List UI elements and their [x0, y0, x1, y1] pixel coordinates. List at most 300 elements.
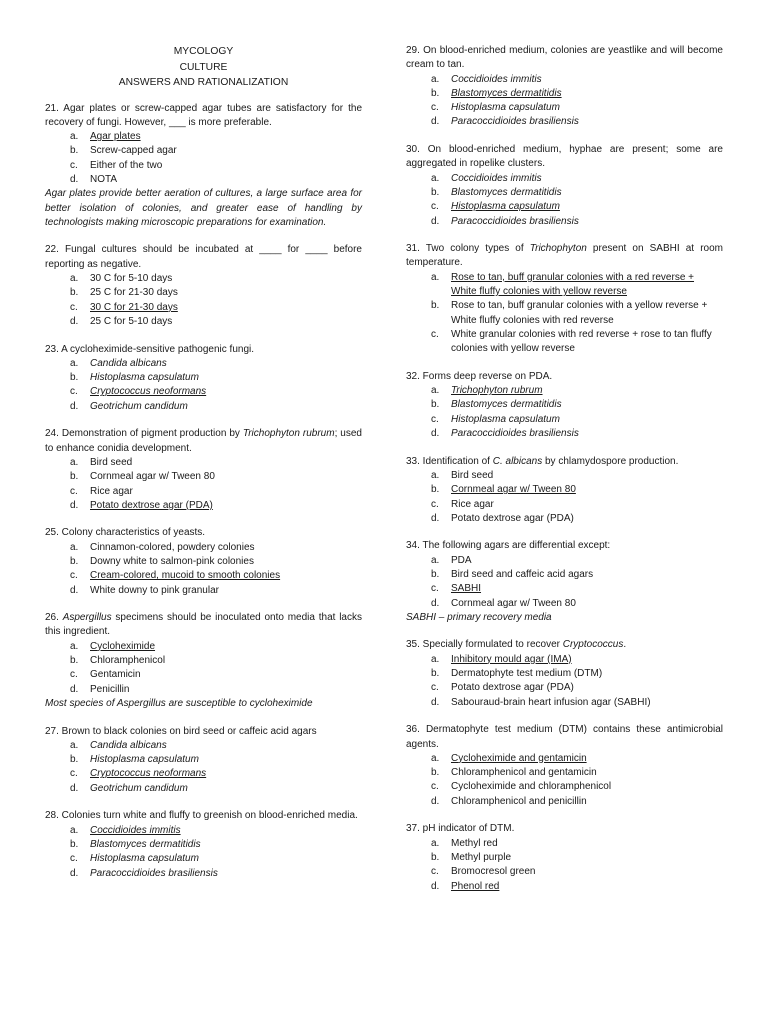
option-text: Histoplasma capsulatum — [90, 372, 199, 384]
question-stem — [406, 455, 723, 469]
option-text: Screw-capped agar — [90, 145, 177, 157]
stem-text: Aspergillus — [62, 612, 112, 624]
option-letter: a. — [431, 385, 440, 397]
option-letter: a. — [70, 273, 79, 285]
option-letter: a. — [70, 541, 79, 553]
option-letter: b. — [70, 655, 79, 667]
stem-text: 36. Dermatophyte test medium (DTM) contains these antimicrobial agents. — [406, 724, 723, 750]
option-letter: c. — [70, 669, 78, 681]
option-letter: a. — [431, 752, 440, 764]
answer-option — [406, 865, 723, 879]
question-block — [406, 143, 723, 229]
answer-option — [406, 427, 723, 441]
answer-option — [45, 640, 362, 654]
option-letter: b. — [70, 754, 79, 766]
answer-option — [406, 384, 723, 398]
option-list — [406, 554, 723, 611]
answer-option — [45, 753, 362, 767]
question-stem — [406, 723, 723, 752]
option-list — [45, 824, 362, 881]
stem-text: present on SABHI at room temperature. — [406, 243, 723, 269]
answer-option — [406, 328, 723, 357]
answer-option — [406, 597, 723, 611]
stem-text: . — [623, 639, 627, 651]
answer-option — [406, 101, 723, 115]
question-block — [406, 539, 723, 625]
answer-option — [406, 469, 723, 483]
answer-underline: Coccidioides immitis — [90, 824, 181, 836]
answer-underline: Cycloheximide — [90, 640, 156, 652]
stem-text: 32. Forms deep reverse on PDA. — [406, 370, 553, 382]
option-text: Paracoccidioides brasiliensis — [451, 428, 579, 440]
answer-option — [406, 653, 723, 667]
option-letter: b. — [431, 568, 440, 580]
question-stem — [45, 526, 362, 540]
option-letter: b. — [431, 668, 440, 680]
stem-text: 29. On blood-enriched medium, colonies are yeastlike and will become cream to tan. — [406, 45, 723, 71]
option-list — [45, 640, 362, 697]
question-stem — [406, 242, 723, 271]
option-text: Rice agar — [451, 498, 494, 510]
answer-underline: Blastomyces dermatitidis — [451, 87, 562, 99]
option-text: 25 C for 21-30 days — [90, 287, 178, 299]
answer-underline: Cycloheximide and gentamicin — [451, 752, 587, 764]
question-block — [406, 723, 723, 809]
answer-option — [45, 555, 362, 569]
option-text: Blastomyces dermatitidis — [90, 838, 201, 850]
answer-underline: SABHI — [451, 583, 482, 595]
option-text: Candida albicans — [90, 739, 167, 751]
question-block — [45, 809, 362, 880]
option-text: Cornmeal agar w/ Tween 80 — [90, 471, 215, 483]
option-letter: b. — [431, 399, 440, 411]
answer-option — [45, 130, 362, 144]
answer-option — [45, 456, 362, 470]
answer-option — [406, 554, 723, 568]
option-text: 25 C for 5-10 days — [90, 315, 173, 327]
answer-option — [45, 739, 362, 753]
answer-option — [406, 398, 723, 412]
question-block — [45, 102, 362, 231]
option-text: Histoplasma capsulatum — [451, 413, 560, 425]
option-letter: c. — [431, 682, 439, 694]
option-letter: c. — [70, 159, 78, 171]
answer-option — [45, 173, 362, 187]
option-letter: a. — [431, 554, 440, 566]
question-block — [45, 526, 362, 597]
answer-option — [406, 498, 723, 512]
stem-text: ; used to enhance conidia development. — [45, 428, 362, 454]
question-stem — [406, 44, 723, 73]
rationale-note: SABHI – primary recovery media — [406, 611, 552, 623]
option-text: Bird seed — [90, 456, 133, 468]
answer-option — [406, 215, 723, 229]
answer-option — [45, 584, 362, 598]
option-letter: a. — [70, 131, 79, 143]
option-letter: d. — [431, 512, 440, 524]
option-letter: a. — [70, 739, 79, 751]
option-letter: b. — [431, 851, 440, 863]
option-list — [406, 172, 723, 229]
answer-option — [45, 767, 362, 781]
option-letter: c. — [70, 301, 78, 313]
option-text: Paracoccidioides brasiliensis — [90, 867, 218, 879]
option-letter: c. — [431, 102, 439, 114]
option-letter: b. — [431, 186, 440, 198]
option-text: Penicillin — [90, 683, 130, 695]
option-letter: a. — [70, 640, 79, 652]
option-letter: d. — [70, 173, 79, 185]
option-text: Paracoccidioides brasiliensis — [451, 116, 579, 128]
option-letter: d. — [70, 584, 79, 596]
option-text: Cornmeal agar w/ Tween 80 — [451, 597, 576, 609]
option-text: Histoplasma capsulatum — [451, 102, 560, 114]
option-text: Bird seed and caffeic acid agars — [451, 568, 594, 580]
stem-text: 27. Brown to black colonies on bird seed or caffeic acid agars — [45, 725, 317, 737]
option-text: Chloramphenicol and penicillin — [451, 795, 587, 807]
option-letter: b. — [70, 556, 79, 567]
option-list — [406, 271, 723, 357]
answer-underline: Potato dextrose agar (PDA) — [90, 499, 213, 511]
option-list — [45, 541, 362, 598]
option-text: Blastomyces dermatitidis — [451, 399, 562, 411]
option-text: Bromocresol green — [451, 866, 536, 878]
correct-answer-text — [451, 653, 723, 667]
correct-answer-text — [90, 824, 362, 838]
option-letter: d. — [70, 315, 79, 327]
stem-text: 37. pH indicator of DTM. — [406, 823, 515, 835]
question-block — [406, 822, 723, 893]
option-letter: a. — [70, 456, 79, 468]
option-letter: b. — [70, 145, 79, 157]
option-letter: b. — [70, 287, 79, 299]
stem-text: 30. On blood-enriched medium, hyphae are present; some are aggregated in ropelike clusters. — [406, 144, 723, 170]
option-text: PDA — [451, 554, 472, 566]
stem-text: C. albicans — [492, 455, 543, 467]
left-column — [45, 44, 362, 894]
answer-underline: Trichophyton rubrum — [451, 385, 543, 397]
correct-answer-text — [90, 130, 362, 144]
answer-option — [406, 271, 723, 300]
option-text: Rice agar — [90, 485, 133, 497]
option-list — [45, 739, 362, 796]
option-letter: d. — [431, 215, 440, 227]
answer-option — [406, 880, 723, 894]
option-text: Cycloheximide and chloramphenicol — [451, 781, 612, 793]
stem-text: 28. Colonies turn white and fluffy to greenish on blood-enriched media. — [45, 810, 358, 822]
option-text: Cinnamon-colored, powdery colonies — [90, 541, 255, 553]
stem-text: 31. Two colony types of — [406, 243, 530, 255]
question-block — [45, 725, 362, 796]
answer-option — [406, 299, 723, 328]
option-text: Dermatophyte test medium (DTM) — [451, 668, 603, 680]
option-list — [406, 384, 723, 441]
answer-option — [406, 667, 723, 681]
answer-option — [45, 357, 362, 371]
option-text: Histoplasma capsulatum — [90, 754, 199, 766]
option-letter: c. — [70, 485, 78, 497]
answer-option — [45, 683, 362, 697]
question-stem — [406, 539, 723, 553]
answer-option — [406, 795, 723, 809]
correct-answer-text — [90, 385, 362, 399]
answer-option — [45, 782, 362, 796]
option-letter: d. — [70, 867, 79, 879]
option-letter: b. — [431, 484, 440, 496]
stem-text: 22. Fungal cultures should be incubated at ____ for ____ before reporting as negative. — [45, 244, 362, 270]
correct-answer-text — [90, 499, 362, 513]
option-list — [45, 272, 362, 329]
option-text: Rose to tan, buff granular colonies with a yellow reverse + White fluffy colonies with red reverse — [451, 300, 708, 326]
question-block — [45, 243, 362, 329]
stem-text: 24. Demonstration of pigment production by — [45, 428, 243, 440]
option-text: Sabouraud-brain heart infusion agar (SABHI) — [451, 696, 651, 708]
question-stem — [406, 370, 723, 384]
option-letter: c. — [70, 570, 78, 582]
answer-underline: Rose to tan, buff granular colonies with a red reverse + White fluffy colonies with yellow reverse — [451, 271, 695, 298]
answer-option — [45, 852, 362, 866]
question-block — [45, 427, 362, 513]
document-title — [45, 44, 362, 91]
question-block — [406, 638, 723, 709]
option-letter: c. — [70, 768, 78, 780]
stem-text: Trichophyton rubrum — [242, 428, 335, 440]
question-stem — [45, 102, 362, 131]
option-letter: b. — [431, 767, 440, 779]
stem-text: specimens should be inoculated onto media that lacks this ingredient. — [45, 612, 362, 638]
stem-text: by chlamydospore production. — [542, 455, 679, 467]
question-stem — [406, 638, 723, 652]
option-text: Downy white to salmon-pink colonies — [90, 556, 254, 567]
answer-option — [406, 837, 723, 851]
option-letter: a. — [70, 824, 79, 836]
correct-answer-text — [451, 271, 723, 300]
option-list — [406, 73, 723, 130]
answer-underline: Inhibitory mould agar (IMA) — [451, 653, 572, 665]
answer-option — [45, 144, 362, 158]
option-letter: b. — [70, 838, 79, 850]
answer-underline: Cryptococcus neoformans — [90, 768, 207, 780]
answer-option — [45, 499, 362, 513]
title-line-topic: CULTURE — [179, 61, 228, 73]
correct-answer-text — [451, 384, 723, 398]
answer-option — [45, 541, 362, 555]
option-letter: c. — [431, 201, 439, 213]
correct-answer-text — [451, 880, 723, 894]
question-stem — [45, 611, 362, 640]
option-text: Coccidioides immitis — [451, 172, 542, 184]
answer-option — [406, 766, 723, 780]
question-stem — [406, 822, 723, 836]
option-list — [45, 357, 362, 414]
option-letter: a. — [431, 271, 440, 283]
option-list — [406, 469, 723, 526]
answer-option — [406, 851, 723, 865]
option-text: Potato dextrose agar (PDA) — [451, 512, 574, 524]
correct-answer-text — [90, 767, 362, 781]
answer-option — [45, 301, 362, 315]
answer-option — [406, 582, 723, 596]
option-letter: a. — [431, 172, 440, 184]
correct-answer-text — [451, 87, 723, 101]
answer-option — [406, 413, 723, 427]
option-text: Candida albicans — [90, 357, 167, 369]
answer-underline: Phenol red — [451, 880, 500, 892]
option-text: Gentamicin — [90, 669, 141, 681]
stem-text: Cryptococcus — [562, 639, 624, 651]
option-text: Blastomyces dermatitidis — [451, 186, 562, 198]
answer-option — [45, 470, 362, 484]
question-block — [406, 455, 723, 526]
answer-option — [406, 115, 723, 129]
option-letter: a. — [431, 73, 440, 85]
option-text: Paracoccidioides brasiliensis — [451, 215, 579, 227]
option-letter: b. — [431, 87, 440, 99]
stem-text: 33. Identification of — [406, 455, 493, 467]
answer-underline: Cream-colored, mucoid to smooth colonies — [90, 570, 281, 582]
question-stem — [45, 343, 362, 357]
option-text: Bird seed — [451, 469, 494, 481]
answer-option — [45, 569, 362, 583]
title-line-heading: ANSWERS AND RATIONALIZATION — [118, 77, 289, 88]
answer-option — [406, 568, 723, 582]
option-text: NOTA — [90, 173, 118, 185]
option-letter: d. — [70, 499, 79, 511]
answer-underline: Cryptococcus neoformans — [90, 386, 207, 398]
option-letter: d. — [70, 782, 79, 794]
answer-option — [406, 780, 723, 794]
option-letter: d. — [431, 116, 440, 128]
answer-option — [406, 696, 723, 710]
question-stem — [45, 427, 362, 456]
option-letter: b. — [70, 372, 79, 384]
option-letter: a. — [431, 837, 440, 849]
option-letter: d. — [431, 795, 440, 807]
option-text: Geotrichum candidum — [90, 782, 188, 794]
option-letter: d. — [431, 597, 440, 609]
option-letter: d. — [431, 880, 440, 892]
answer-option — [45, 272, 362, 286]
option-letter: c. — [70, 386, 78, 398]
option-letter: a. — [431, 469, 440, 481]
option-text: Methyl red — [451, 837, 498, 849]
option-list — [406, 653, 723, 710]
stem-text: 34. The following agars are differential except: — [406, 540, 611, 552]
answer-underline: Agar plates — [90, 131, 141, 143]
option-letter: c. — [431, 583, 439, 595]
option-text: Chloramphenicol — [90, 655, 166, 667]
correct-answer-text — [90, 301, 362, 315]
option-letter: d. — [70, 683, 79, 695]
question-stem — [45, 243, 362, 272]
option-text: White granular colonies with red reverse + rose to tan fluffy colonies with yellow reverse — [451, 328, 712, 355]
answer-underline: Histoplasma capsulatum — [451, 201, 560, 213]
answer-option — [45, 400, 362, 414]
answer-option — [45, 654, 362, 668]
option-text: White downy to pink granular — [90, 584, 219, 596]
answer-underline: Cornmeal agar w/ Tween 80 — [451, 484, 576, 496]
option-list — [45, 456, 362, 513]
option-text: Chloramphenicol and gentamicin — [451, 767, 597, 779]
answer-option — [406, 200, 723, 214]
option-text: 30 C for 5-10 days — [90, 273, 173, 285]
answer-option — [406, 73, 723, 87]
stem-text: 21. Agar plates or screw-capped agar tubes are satisfactory for the recovery of fungi. However, ___ is more preferable. — [45, 102, 362, 128]
option-text: Either of the two — [90, 159, 163, 171]
option-letter: c. — [431, 498, 439, 510]
correct-answer-text — [90, 640, 362, 654]
option-letter: c. — [431, 413, 439, 425]
answer-option — [45, 315, 362, 329]
correct-answer-text — [451, 752, 723, 766]
correct-answer-text — [451, 582, 723, 596]
title-line-subject: MYCOLOGY — [173, 46, 234, 57]
stem-text: 23. A cycloheximide-sensitive pathogenic fungi. — [45, 343, 255, 355]
rationale-note: Agar plates provide better aeration of cultures, a large surface area for better isolation of colonies, and greater ease of handling by technologists making microscopic preparations for examination. — [45, 188, 362, 228]
option-letter: d. — [70, 400, 79, 412]
right-column — [406, 44, 723, 907]
option-text: Potato dextrose agar (PDA) — [451, 682, 574, 694]
stem-text: 35. Specially formulated to recover — [406, 639, 563, 651]
answer-option — [45, 838, 362, 852]
answer-option — [45, 867, 362, 881]
correct-answer-text — [451, 483, 723, 497]
answer-option — [406, 87, 723, 101]
answer-option — [45, 385, 362, 399]
answer-option — [45, 159, 362, 173]
option-text: Coccidioides immitis — [451, 73, 542, 85]
answer-option — [45, 286, 362, 300]
answer-underline: 30 C for 21-30 days — [90, 301, 178, 313]
answer-option — [406, 681, 723, 695]
option-letter: a. — [431, 653, 440, 665]
stem-text: 25. Colony characteristics of yeasts. — [45, 527, 206, 539]
stem-text: Trichophyton — [529, 243, 587, 255]
option-letter: c. — [431, 866, 439, 878]
rationale-note: Most species of Aspergillus are susceptible to cycloheximide — [45, 697, 313, 709]
question-block — [45, 343, 362, 414]
option-letter: a. — [70, 357, 79, 369]
answer-option — [45, 668, 362, 682]
question-block — [406, 370, 723, 441]
option-list — [45, 130, 362, 187]
option-letter: b. — [70, 471, 79, 483]
option-letter: d. — [431, 696, 440, 708]
answer-option — [406, 186, 723, 200]
option-letter: c. — [70, 853, 78, 865]
answer-option — [406, 752, 723, 766]
question-stem — [406, 143, 723, 172]
option-letter: d. — [431, 428, 440, 440]
option-text: Histoplasma capsulatum — [90, 853, 199, 865]
question-block — [406, 44, 723, 130]
answer-option — [45, 371, 362, 385]
question-block — [406, 242, 723, 356]
option-text: Methyl purple — [451, 851, 512, 863]
answer-option — [406, 172, 723, 186]
option-letter: c. — [431, 781, 439, 793]
answer-option — [45, 824, 362, 838]
option-letter: b. — [431, 300, 440, 312]
answer-option — [406, 512, 723, 526]
answer-option — [406, 483, 723, 497]
correct-answer-text — [451, 200, 723, 214]
option-letter: c. — [431, 328, 439, 340]
question-block — [45, 611, 362, 711]
option-text: Geotrichum candidum — [90, 400, 188, 412]
question-stem — [45, 809, 362, 823]
question-stem — [45, 725, 362, 739]
